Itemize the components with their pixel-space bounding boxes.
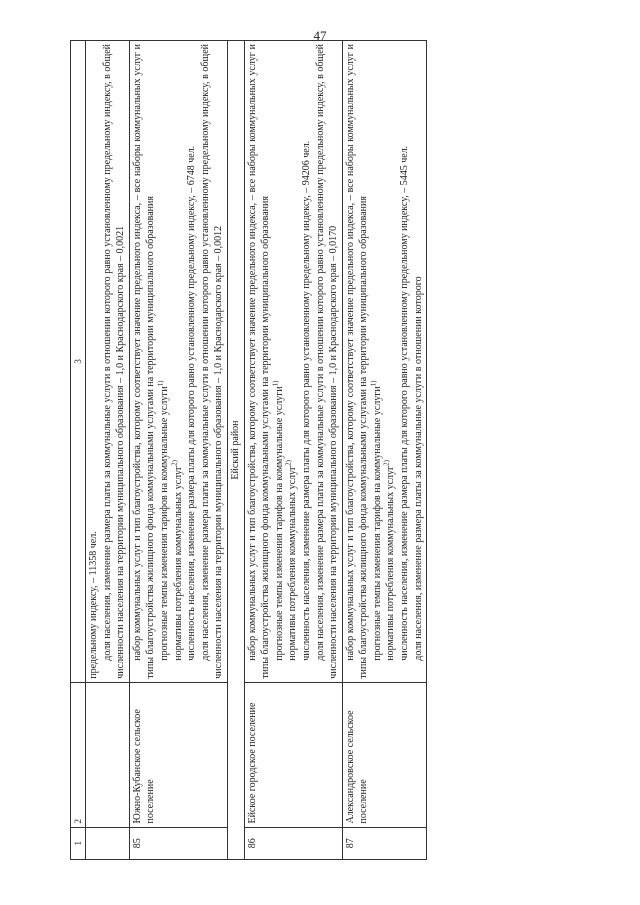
text-line: прогнозные темпы изменения тарифов на коммунальные услуги$^{1)}$	[156, 380, 170, 661]
text-line: набор коммунальных услуг и тип благоустройства, которому соответствует значение предельного индекса, – все наборы коммунальных услуг и типы благоустройства жилищного фонда коммунальными услугами на территории муниципального образования	[344, 44, 370, 679]
text-line: прогнозные темпы изменения тарифов на коммунальные услуги$^{1)}$	[369, 380, 383, 661]
row-number: 86	[244, 827, 342, 859]
footnote-mark: 2)	[284, 460, 293, 466]
text-line: доля населения, изменение размера платы за коммунальные услуги в отношении которого	[412, 276, 424, 661]
row-name: Александровское сельское поселение	[342, 682, 427, 827]
text-line: нормативы потребления коммунальных услуг$^{2)}$	[170, 460, 184, 661]
table-row	[129, 41, 227, 860]
text-line: набор коммунальных услуг и тип благоустройства, которому соответствует значение предельного индекса, – все наборы коммунальных услуг и типы благоустройства жилищного фонда коммунальными услугами на территории муниципального образования	[246, 44, 272, 679]
row-name: Ейское городское поселение	[244, 682, 342, 827]
text-line: доля населения, изменение размера платы за коммунальные услуги в отношении которого равно установленному предельному индексу, в общей численности населения на территории муниципального образования – 1,0 и Краснодарского края – 0,0170	[314, 44, 340, 679]
text-line: численность населения, изменение размера платы для которого равно установленному предельному индексу, – 6748 чел.	[186, 145, 198, 661]
table-row	[342, 41, 427, 860]
footnote-mark: 1)	[156, 380, 165, 387]
row-name	[86, 682, 130, 827]
row-number: 87	[342, 827, 427, 859]
row-name: Южно-Кубанское сельское поселение	[129, 682, 227, 827]
footnote-mark: 2)	[383, 460, 392, 466]
text-line: численность населения, изменение размера платы для которого равно установленному предельному индексу, – 94206 чел.	[300, 140, 312, 661]
row-description	[129, 41, 227, 683]
rotated-table-container	[70, 40, 580, 860]
table-row	[244, 41, 342, 860]
page-number: 47	[313, 28, 327, 43]
text-line: доля населения, изменение размера платы за коммунальные услуги в отношении которого равно установленному предельному индексу, в общей численности населения на территории муниципального образования – 1,0 и Краснодарского края – 0,0012	[199, 44, 225, 679]
row-description	[244, 41, 342, 683]
row-description	[86, 41, 130, 683]
footnote-mark: 1)	[271, 380, 280, 387]
district-name: Ейский район	[227, 41, 244, 860]
text-line: нормативы потребления коммунальных услуг$^{2)}$	[383, 460, 397, 661]
data-table	[70, 40, 427, 860]
table-row	[86, 41, 130, 860]
header-row	[71, 41, 86, 860]
text-line: доля населения, изменение размера платы за коммунальные услуги в отношении которого равно установленному предельному индексу, в общей численности населения на территории муниципального образования – 1,0 и Краснодарского края – 0,0021	[101, 44, 127, 679]
row-description	[342, 41, 427, 683]
text-line: прогнозные темпы изменения тарифов на коммунальные услуги$^{1)}$	[271, 380, 285, 661]
row-number: 85	[129, 827, 227, 859]
footnote-mark: 2)	[170, 460, 179, 466]
text-line: набор коммунальных услуг и тип благоустройства, которому соответствует значение предельного индекса, – все наборы коммунальных услуг и типы благоустройства жилищного фонда коммунальными услугами на территории муниципального образования	[131, 44, 157, 679]
text-line: численность населения, изменение размера платы для которого равно установленному предельному индексу, – 5445 чел.	[399, 145, 411, 661]
footnote-mark: 1)	[369, 380, 378, 387]
district-row	[227, 41, 244, 860]
text-line: нормативы потребления коммунальных услуг$^{2)}$	[284, 460, 299, 661]
row-number	[86, 827, 130, 859]
header-col-2: 2	[71, 682, 86, 827]
header-col-1: 1	[71, 827, 86, 859]
text-line: предельному индексу, – 11358 чел.	[88, 531, 99, 679]
header-col-3: 3	[71, 41, 86, 683]
